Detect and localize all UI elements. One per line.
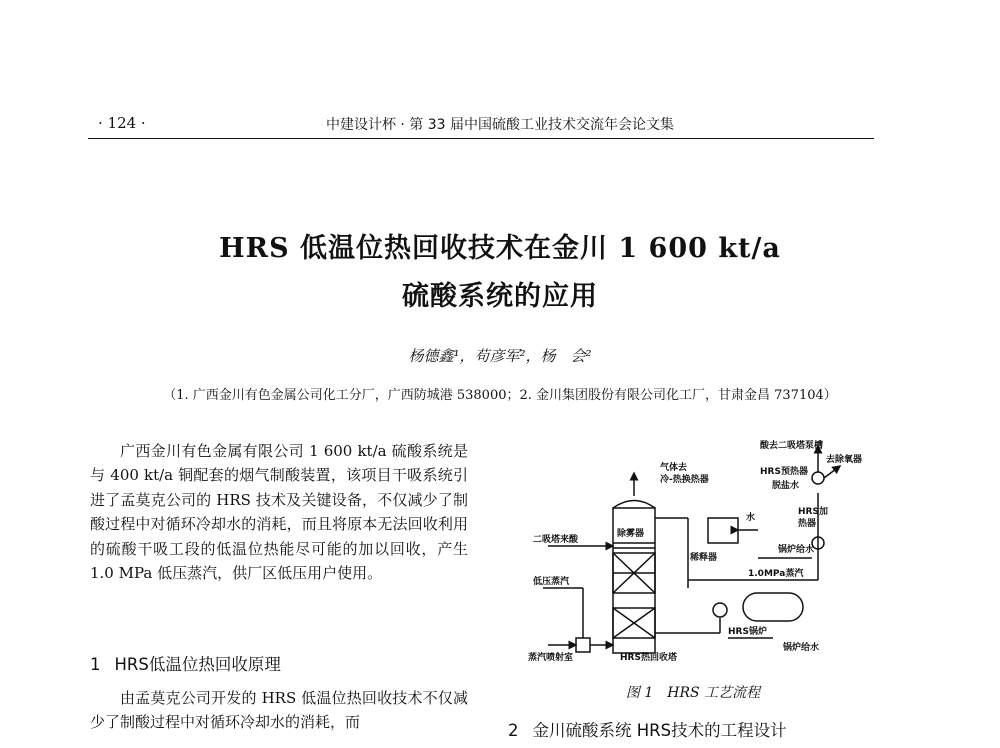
label-water: 水 [746, 513, 756, 523]
label-deaerated-water: 脱盐水 [772, 481, 800, 491]
tower-top [613, 501, 655, 509]
label-boiler-feed-water-2: 锅炉给水 [783, 643, 820, 653]
paper-title-line2: 硫酸系统的应用 [402, 281, 598, 312]
section-1-title: HRS低温位热回收原理 [114, 655, 281, 674]
label-to-deaerator: 去除氧器 [826, 455, 863, 465]
hrs-boiler [743, 593, 803, 621]
label-gas-to: 气体去 [660, 463, 688, 473]
paper-title-line1: HRS 低温位热回收技术在金川 1 600 kt/a [219, 233, 781, 264]
section-2-title: 金川硫酸系统 HRS技术的工程设计 [532, 721, 787, 740]
label-hrs-preheater: HRS预热器 [760, 467, 808, 477]
section-1-number: 1 [90, 655, 101, 674]
hrs-preheater [812, 472, 824, 484]
label-steam-injection: 蒸汽喷射室 [528, 653, 574, 663]
label-hrs-heater: HRS加 [798, 507, 828, 517]
authors: 杨德鑫¹，苟彦军²，杨 会² [408, 347, 592, 365]
label-hrs-boiler: HRS锅炉 [728, 627, 767, 637]
hrs-process-figure [528, 438, 863, 677]
label-mist-eliminator: 除雾器 [617, 529, 645, 539]
section-1-paragraph [90, 686, 468, 735]
section-2-heading [508, 717, 787, 741]
label-low-pressure-steam: 低压蒸汽 [533, 577, 570, 587]
section-2-number: 2 [508, 721, 519, 740]
hrs-process-diagram [528, 438, 863, 673]
steam-injector [576, 638, 590, 652]
affiliations: （1. 广西金川有色金属公司化工分厂，广西防城港 538000；2. 金川集团股份有限公司化工厂，甘肃金昌 737104） [163, 388, 837, 403]
intro-paragraph [90, 439, 468, 585]
journal-header: 中建设计杯 · 第 33 届中国硫酸工业技术交流年会论文集 [325, 117, 675, 133]
label-acid-from-tower: 二吸塔来酸 [533, 535, 579, 545]
boiler-pump [713, 603, 727, 617]
figure-caption: 图 1 HRS 工艺流程 [625, 685, 761, 701]
label-hrs-recovery-tower: HRS热回收塔 [620, 653, 677, 663]
paragraph-1: 广西金川有色金属有限公司 1 600 kt/a 硫酸系统是与 400 kt/a 铜配套的烟气制酸装置，该项目干吸系统引进了孟莫克公司的 HRS 技术及关键设备，不仅减少了制酸过程中对循环冷却水的消耗，而且将原本无法回收利用的硫酸干吸工段的低温位热能尽可能的加以回收，产生 1.0 MPa 低压蒸汽，供厂区低压用户使用。 [90, 442, 468, 583]
label-hrs-heater-2: 热器 [798, 519, 817, 529]
section-1-heading [90, 651, 281, 675]
label-1mpa-steam: 1.0MPa蒸汽 [748, 569, 804, 579]
label-boiler-feed-water-1: 锅炉给水 [778, 545, 815, 555]
paragraph-2: 由孟莫克公司开发的 HRS 低温位热回收技术不仅减少了制酸过程中对循环冷却水的消耗，而 [90, 689, 468, 732]
page-number: · 124 · [98, 114, 146, 132]
header-rule [88, 138, 874, 139]
label-diluter: 稀释器 [690, 553, 718, 563]
label-cold-hot-exchanger: 冷-热换热器 [660, 475, 709, 485]
label-acid-to-tank: 酸去二吸塔泵槽 [760, 441, 824, 451]
diluter [708, 518, 738, 543]
